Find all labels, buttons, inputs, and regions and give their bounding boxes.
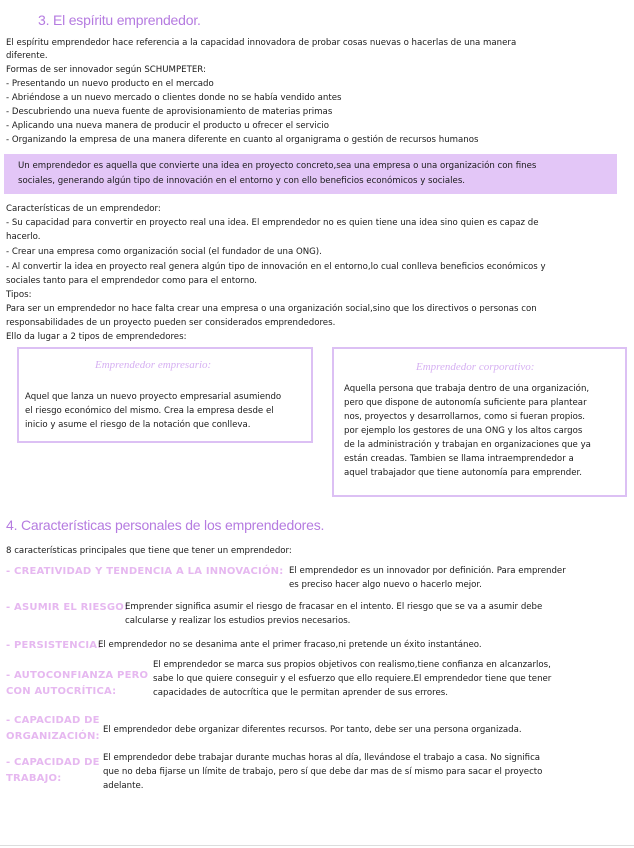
- text-line: pero que dispone de autonomía suficiente para plantear: [344, 398, 587, 408]
- trait-description: es preciso hacer algo nuevo o hacerlo mejor.: [289, 580, 482, 590]
- text-line: Para ser un emprendedor no hace falta crear una empresa o una organización social,sino que los directivos o personas con: [6, 304, 537, 314]
- text-line: Aquella persona que trabaja dentro de una organización,: [344, 384, 590, 394]
- text-line: de la administración y trabajan en organizaciones que ya: [344, 440, 591, 450]
- trait-description: El emprendedor debe organizar diferentes recursos. Por tanto, debe ser una persona organizada.: [103, 725, 522, 735]
- text-line: inicio y asume el riesgo de la notación que conlleva.: [25, 420, 251, 430]
- definition-highlight: [4, 154, 617, 194]
- list-item: - Abriéndose a un nuevo mercado o clientes donde no se había vendido antes: [6, 93, 342, 103]
- box-emprendedor-corporativo: [332, 347, 627, 497]
- text-line: Formas de ser innovador según SCHUMPETER:: [6, 65, 206, 75]
- section-4-intro: 8 características principales que tiene que tener un emprendedor:: [6, 546, 292, 556]
- text-line: sociales, generando algún tipo de innovación en el entorno y con ello beneficios económicos y sociales.: [18, 176, 466, 186]
- trait-description: que no deba fijarse un límite de trabajo, pero sí que debe dar mas de sí mismo para sacar el proyecto: [103, 767, 543, 777]
- text-line: sociales tanto para el emprendedor como para el entorno.: [6, 276, 258, 286]
- box-title: Emprendedor empresario:: [95, 359, 212, 371]
- text-line: hacerlo.: [6, 232, 41, 242]
- box-title: Emprendedor corporativo:: [416, 361, 535, 373]
- trait-description: Emprender significa asumir el riesgo de fracasar en el intento. El riesgo que se va a asumir debe: [125, 602, 543, 612]
- trait-keyword: - AUTOCONFIANZA PERO: [6, 670, 149, 681]
- text-line: - Crear una empresa como organización social (el fundador de una ONG).: [6, 247, 322, 257]
- text-line: Ello da lugar a 2 tipos de emprendedores:: [6, 332, 187, 342]
- text-line: - Al convertir la idea en proyecto real genera algún tipo de innovación en el entorno,lo cual conlleva beneficios económicos y: [6, 262, 546, 272]
- text-line: El espíritu emprendedor hace referencia a la capacidad innovadora de probar cosas nuevas o hacerlas de una manera: [6, 38, 517, 48]
- text-line: el riesgo económico del mismo. Crea la empresa desde el: [25, 406, 274, 416]
- list-item: - Presentando un nuevo producto en el mercado: [6, 79, 214, 89]
- text-line: por ejemplo los gestores de una ONG y los altos cargos: [344, 426, 583, 436]
- text-line: aquel trabajador que tiene autonomía para emprender.: [344, 468, 582, 478]
- text-line: responsabilidades de un proyecto pueden ser considerados emprendedores.: [6, 318, 336, 328]
- list-item: - Descubriendo una nueva fuente de aprovisionamiento de materias primas: [6, 107, 333, 117]
- trait-description: adelante.: [103, 781, 144, 791]
- page-edge-divider: [0, 845, 634, 846]
- trait-description: El emprendedor es un innovador por definición. Para emprender: [289, 566, 566, 576]
- trait-keyword: ORGANIZACIÓN:: [6, 731, 100, 742]
- text-line: - Su capacidad para convertir en proyecto real una idea. El emprendedor no es quien tiene una idea sino quien es capaz de: [6, 218, 539, 228]
- text-line: Características de un emprendedor:: [6, 204, 161, 214]
- trait-keyword: - ASUMIR EL RIESGO:: [6, 602, 129, 613]
- trait-keyword: - CAPACIDAD DE: [6, 757, 100, 768]
- trait-description: El emprendedor se marca sus propios objetivos con realismo,tiene confianza en alcanzarlos,: [153, 660, 551, 670]
- text-line: están creadas. Tambien se llama intraemprendedor a: [344, 454, 574, 464]
- text-line: nos, proyectos y desarrollarnos, como si fueran propios.: [344, 412, 586, 422]
- trait-description: El emprendedor no se desanima ante el primer fracaso,ni pretende un éxito instantáneo.: [98, 640, 482, 650]
- box-emprendedor-empresario: [17, 347, 313, 443]
- trait-keyword: - CREATIVIDAD Y TENDENCIA A LA INNOVACIÓN:: [6, 566, 284, 577]
- text-line: Aquel que lanza un nuevo proyecto empresarial asumiendo: [25, 392, 282, 402]
- text-line: diferente.: [6, 51, 48, 61]
- section-3-title: 3. El espíritu emprendedor.: [38, 12, 201, 28]
- text-line: Tipos:: [6, 290, 32, 300]
- trait-keyword: TRABAJO:: [6, 773, 62, 784]
- trait-keyword: - CAPACIDAD DE: [6, 715, 100, 726]
- list-item: - Aplicando una nueva manera de producir el producto u ofrecer el servicio: [6, 121, 330, 131]
- trait-keyword: - PERSISTENCIA:: [6, 640, 102, 651]
- trait-description: sabe lo que quiere conseguir y el esfuerzo que ello requiere.El emprendedor tiene que tener: [153, 674, 552, 684]
- list-item: - Organizando la empresa de una manera diferente en cuanto al organigrama o gestión de recursos humanos: [6, 135, 479, 145]
- text-line: Un emprendedor es aquella que convierte una idea en proyecto concreto,sea una empresa o una organización con fines: [18, 161, 537, 171]
- section-4-title: 4. Características personales de los emprendedores.: [6, 517, 325, 533]
- trait-description: El emprendedor debe trabajar durante muchas horas al día, llevándose el trabajo a casa. No significa: [103, 753, 541, 763]
- trait-keyword: CON AUTOCRÍTICA:: [6, 686, 117, 697]
- trait-description: capacidades de autocrítica que le permitan aprender de sus errores.: [153, 688, 448, 698]
- trait-description: calcularse y realizar los estudios previos necesarios.: [125, 616, 351, 626]
